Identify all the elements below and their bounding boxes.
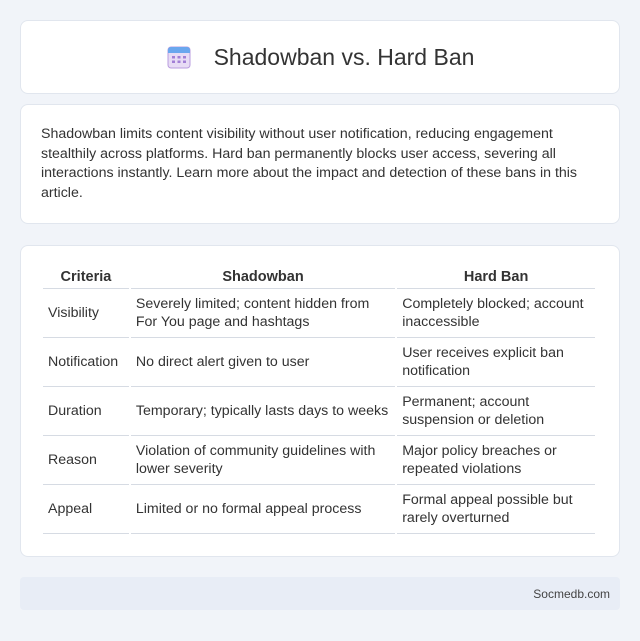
cell-criteria: Notification [43, 338, 129, 387]
table-row [43, 289, 595, 338]
cell-shadowban: Limited or no formal appeal process [131, 485, 395, 534]
table-header-row [43, 264, 595, 289]
table-row [43, 387, 595, 436]
cell-criteria: Duration [43, 387, 129, 436]
cell-shadowban: No direct alert given to user [131, 338, 395, 387]
cell-hard-ban: Completely blocked; account inaccessible [397, 289, 595, 338]
comparison-table [41, 264, 597, 534]
header-hard-ban: Hard Ban [397, 264, 595, 289]
cell-hard-ban: Permanent; account suspension or deletion [397, 387, 595, 436]
comparison-table-card [20, 245, 620, 557]
cell-shadowban: Severely limited; content hidden from For You page and hashtags [131, 289, 395, 338]
calendar-icon [166, 44, 192, 70]
cell-hard-ban: Major policy breaches or repeated violations [397, 436, 595, 485]
cell-hard-ban: User receives explicit ban notification [397, 338, 595, 387]
footer [20, 577, 620, 610]
header-shadowban: Shadowban [131, 264, 395, 289]
title-card [20, 20, 620, 94]
table-row [43, 436, 595, 485]
footer-site-link[interactable]: Socmedb.com [533, 587, 610, 601]
cell-criteria: Visibility [43, 289, 129, 338]
intro-card [20, 104, 620, 224]
page-title: Shadowban vs. Hard Ban [213, 43, 475, 70]
cell-criteria: Reason [43, 436, 129, 485]
intro-text: Shadowban limits content visibility without user notification, reducing engagement stealthily across platforms. Hard ban permanently blocks user access, severing all interactions instantly. Learn more about the impact and detection of these bans in this article. [41, 126, 578, 201]
table-row [43, 338, 595, 387]
table-row [43, 485, 595, 534]
cell-hard-ban: Formal appeal possible but rarely overturned [397, 485, 595, 534]
cell-shadowban: Temporary; typically lasts days to weeks [131, 387, 395, 436]
cell-shadowban: Violation of community guidelines with lower severity [131, 436, 395, 485]
cell-criteria: Appeal [43, 485, 129, 534]
header-criteria: Criteria [43, 264, 129, 289]
